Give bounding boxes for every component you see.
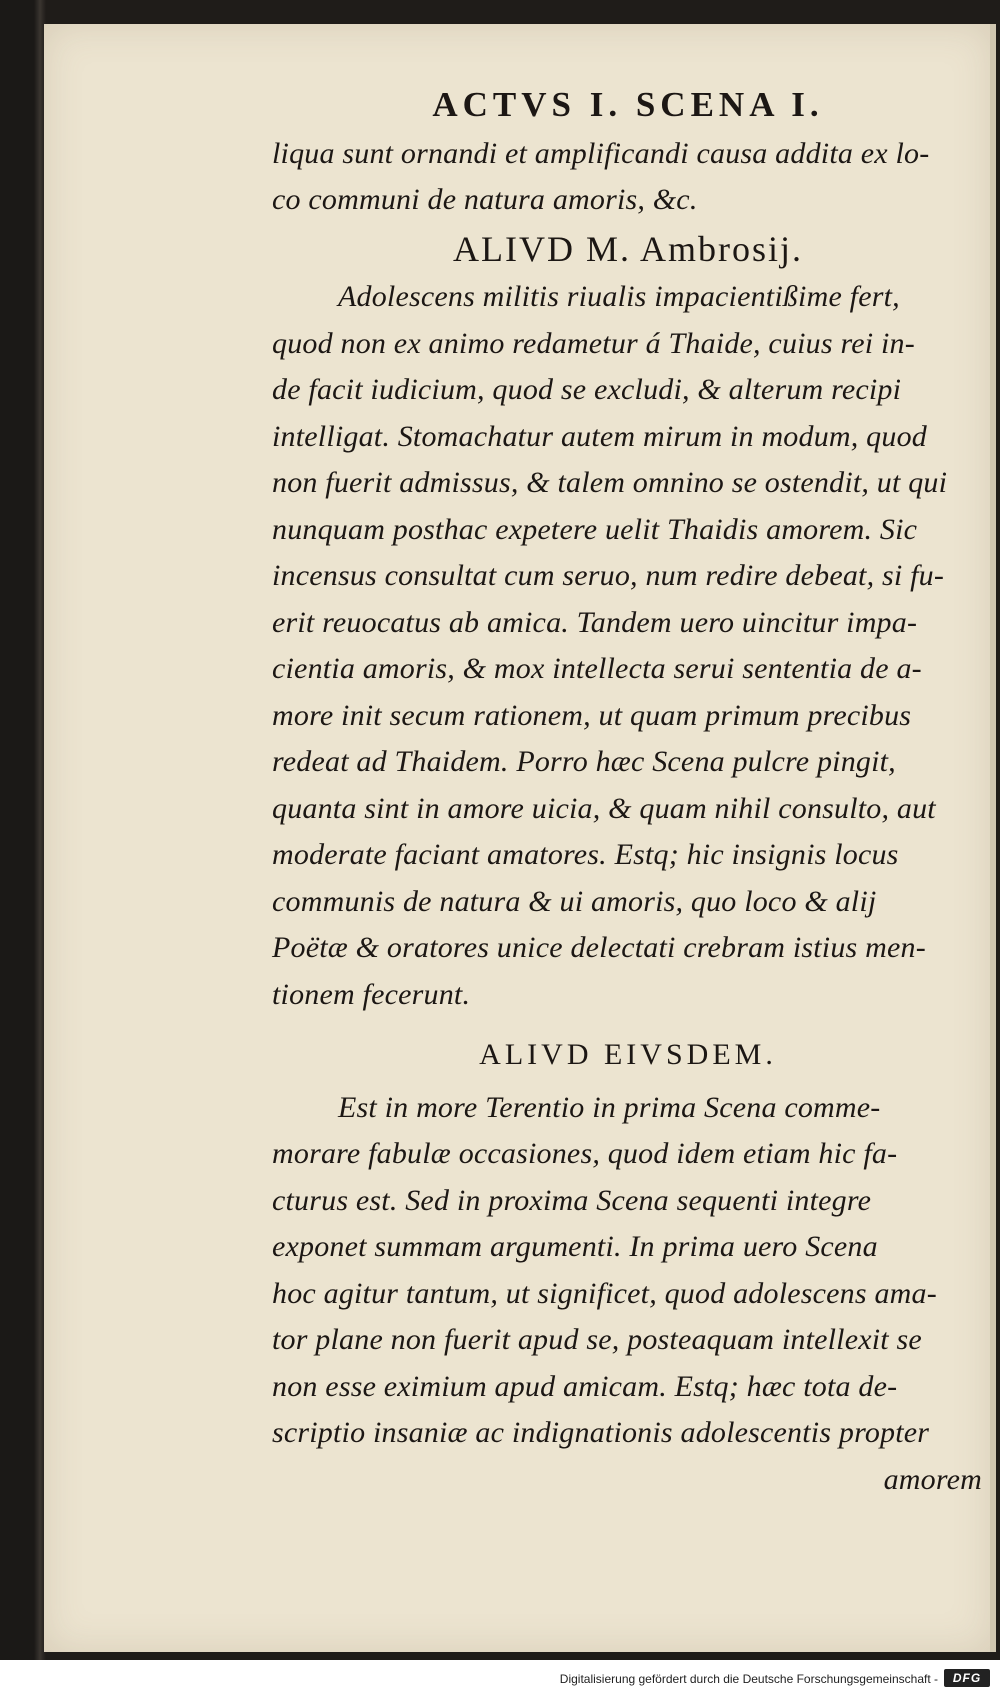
text-line: nunquam posthac expetere uelit Thaidis amorem. Sic xyxy=(272,512,918,546)
text-line: more init secum rationem, ut quam primum precibus xyxy=(272,698,912,732)
text-line: incensus consultat cum seruo, num redire debeat, si fu- xyxy=(272,559,945,592)
text-line: quod non ex animo redametur á Thaide, cuius rei in- xyxy=(272,326,915,360)
section1-paragraph xyxy=(272,274,984,1018)
funding-footer xyxy=(0,1660,1000,1697)
text-line: non esse eximium apud amicam. Estq; hæc tota de- xyxy=(272,1369,898,1403)
text-line: quanta sint in amore uicia, & quam nihil consulto, aut xyxy=(272,791,936,825)
text-line: Adolescens militis riualis impacientißime fert, xyxy=(338,280,900,313)
book-page xyxy=(44,24,992,1652)
text-line: redeat ad Thaidem. Porro hæc Scena pulcre pingit, xyxy=(272,745,896,778)
funding-notice: Digitalisierung gefördert durch die Deutsche Forschungsgemeinschaft - xyxy=(559,1672,938,1686)
text-line: Poëtæ & oratores unice delectati crebram istius men- xyxy=(272,931,926,964)
text-line: communis de natura & ui amoris, quo loco & alij xyxy=(272,884,877,918)
text-line: tor plane non fuerit apud se, posteaquam intellexit se xyxy=(272,1323,922,1356)
text-line: Est in more Terentio in prima Scena comme- xyxy=(338,1090,881,1124)
dfg-logo: DFG xyxy=(944,1669,990,1687)
text-line: scriptio insaniæ ac indignationis adolescentis propter xyxy=(272,1416,930,1449)
page-text xyxy=(272,82,984,1503)
section-heading: ALIVD EIVSDEM. xyxy=(479,1038,777,1071)
section2-paragraph xyxy=(272,1085,984,1457)
text-line: non fuerit admissus, & talem omnino se ostendit, ut qui xyxy=(272,466,948,499)
text-line: hoc agitur tantum, ut significet, quod adolescens ama- xyxy=(272,1276,937,1310)
text-line: morare fabulæ occasiones, quod idem etiam hic fa- xyxy=(272,1137,898,1170)
text-line: erit reuocatus ab amica. Tandem uero uincitur impa- xyxy=(272,605,918,639)
running-head: ACTVS I. SCENA I. xyxy=(432,85,824,124)
text-line: de facit iudicium, quod se excludi, & alterum recipi xyxy=(272,373,902,406)
text-line: intelligat. Stomachatur autem mirum in modum, quod xyxy=(272,419,927,453)
text-line: co communi de natura amoris, &c. xyxy=(272,183,698,216)
intro-paragraph xyxy=(272,131,984,224)
catchword: amorem xyxy=(883,1462,982,1496)
text-line: liqua sunt ornandi et amplificandi causa addita ex lo- xyxy=(272,136,930,170)
text-line: cientia amoris, & mox intellecta serui sententia de a- xyxy=(272,652,922,685)
text-line: moderate faciant amatores. Estq; hic insignis locus xyxy=(272,838,899,871)
text-line: cturus est. Sed in proxima Scena sequenti integre xyxy=(272,1183,872,1217)
section-heading: ALIVD M. Ambrosij. xyxy=(453,228,803,269)
text-line: exponet summam argumenti. In prima uero Scena xyxy=(272,1230,878,1263)
text-line: tionem fecerunt. xyxy=(272,977,471,1011)
